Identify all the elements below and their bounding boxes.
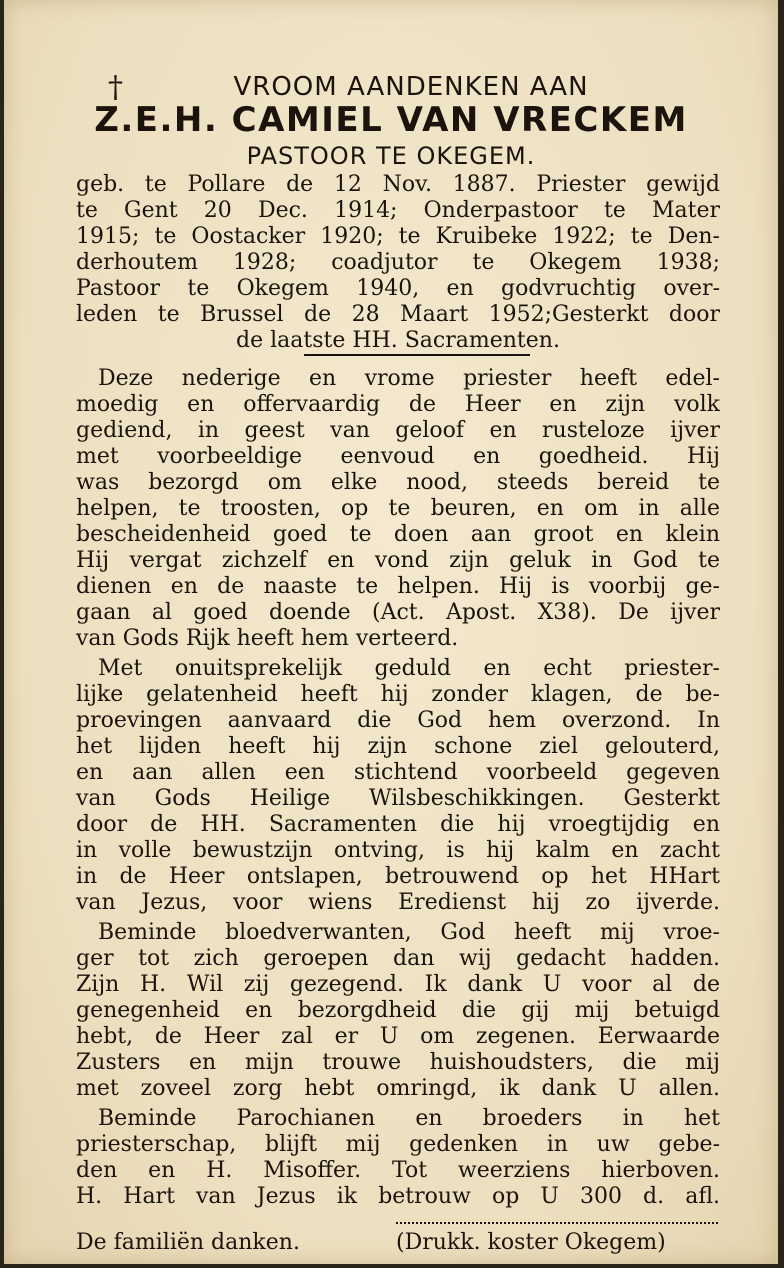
text-line: van Gods Rijk heeft hem verteerd.	[76, 626, 459, 651]
text-line: dienen en de naaste te helpen. Hij is voorbij ge-	[76, 574, 720, 599]
text-line: Met onuitsprekelijk geduld en echt priester-	[98, 656, 720, 681]
text-line: bescheidenheid goed te doen aan groot en klein	[76, 522, 720, 547]
bio-line: leden te Brussel de 28 Maart 1952;Gesterkt door	[76, 302, 720, 327]
bio-line: 1915; te Oostacker 1920; te Kruibeke 1922; te Den-	[76, 224, 720, 249]
text-line: helpen, te troosten, op te beuren, en om in alle	[76, 496, 720, 521]
text-line: Zijn H. Wil zij gezegend. Ik dank U voor al de	[76, 972, 720, 997]
footer-divider	[396, 1222, 718, 1224]
deceased-name: Z.E.H. CAMIEL VAN VRECKEM	[94, 100, 688, 140]
text-line: gaan al goed doende (Act. Apost. X38). De ijver	[76, 600, 720, 625]
text-line: den en H. Misoffer. Tot weerziens hierboven.	[76, 1158, 720, 1183]
text-line: hebt, de Heer zal er U om zegenen. Eerwaarde	[76, 1024, 720, 1049]
text-line: Hij vergat zichzelf en vond zijn geluk in God te	[76, 548, 720, 573]
text-line: priesterschap, blijft mij gedenken in uw gebe-	[76, 1132, 720, 1157]
footer-printer: (Drukk. koster Okegem)	[396, 1230, 666, 1255]
text-line: moedig en offervaardig de Heer en zijn volk	[76, 392, 720, 417]
text-line: gediend, in geest van geloof en rusteloze ijver	[76, 418, 720, 443]
bio-line: Pastoor te Okegem 1940, en godvruchtig over-	[76, 276, 720, 301]
text-line: Beminde bloedverwanten, God heeft mij vroe-	[98, 920, 720, 945]
memorial-card	[4, 0, 778, 1264]
text-line: in de Heer ontslapen, betrouwend op het HHart	[76, 864, 720, 889]
text-line: het lijden heeft hij zijn schone ziel gelouterd,	[76, 734, 720, 759]
deceased-title: PASTOOR TE OKEGEM.	[246, 142, 536, 170]
bio-line: te Gent 20 Dec. 1914; Onderpastoor te Mater	[76, 198, 720, 223]
text-line: in volle bewustzijn ontving, is hij kalm en zacht	[76, 838, 720, 863]
text-line: genegenheid en bezorgdheid die gij mij betuigd	[76, 998, 720, 1023]
text-line: lijke gelatenheid heeft hij zonder klagen, de be-	[76, 682, 720, 707]
text-line: ger tot zich geroepen dan wij gedacht hadden.	[76, 946, 720, 971]
text-line: met zoveel zorg hebt omringd, ik dank U allen.	[76, 1076, 720, 1101]
cross-icon: †	[108, 70, 123, 105]
text-line: met voorbeeldige eenvoud en goedheid. Hij	[76, 444, 720, 469]
bio-line: geb. te Pollare de 12 Nov. 1887. Priester gewijd	[76, 172, 720, 197]
text-line: H. Hart van Jezus ik betrouw op U 300 d. afl.	[76, 1184, 720, 1209]
text-line: proevingen aanvaard die God hem overzond. In	[76, 708, 720, 733]
text-line: van Jezus, voor wiens Eredienst hij zo ijverde.	[76, 890, 720, 915]
footer-thanks: De familiën danken.	[76, 1230, 300, 1255]
text-line: door de HH. Sacramenten die hij vroegtijdig en	[76, 812, 720, 837]
divider	[304, 354, 530, 356]
heading-line: VROOM AANDENKEN AAN	[233, 72, 589, 102]
text-line: en aan allen een stichtend voorbeeld gegeven	[76, 760, 720, 785]
bio-line: de laatste HH. Sacramenten.	[236, 328, 560, 353]
text-line: Deze nederige en vrome priester heeft edel-	[98, 366, 720, 391]
text-line: van Gods Heilige Wilsbeschikkingen. Gesterkt	[76, 786, 720, 811]
text-line: Zusters en mijn trouwe huishoudsters, die mij	[76, 1050, 720, 1075]
bio-line: derhoutem 1928; coadjutor te Okegem 1938;	[76, 250, 720, 275]
text-line: was bezorgd om elke nood, steeds bereid te	[76, 470, 720, 495]
text-line: Beminde Parochianen en broeders in het	[98, 1106, 720, 1131]
